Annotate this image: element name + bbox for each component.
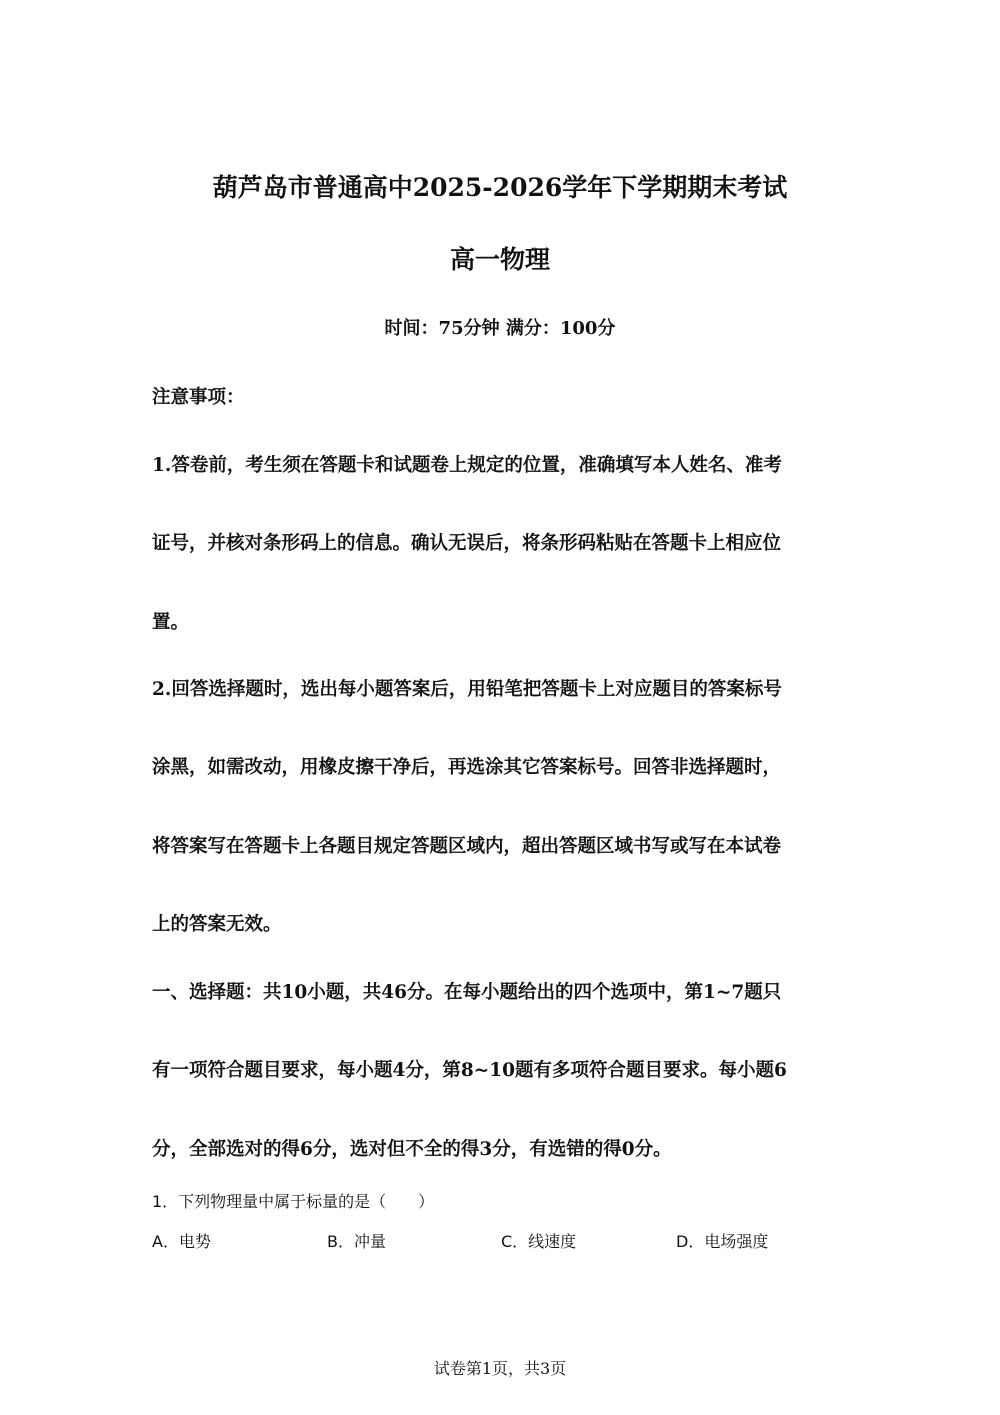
notes-heading: 注意事项： bbox=[152, 387, 245, 408]
page-footer: 试卷第1页，共3页 bbox=[433, 1359, 567, 1378]
notes-line: 2.回答选择题时，选出每小题答案后，用铅笔把答题卡上对应题目的答案标号 bbox=[152, 679, 782, 700]
exam-title: 葫芦岛市普通高中2025-2026学年下学期期末考试 bbox=[212, 173, 788, 202]
notes-line: 将答案写在答题卡上各题目规定答题区域内，超出答题区域书写或写在本试卷 bbox=[152, 836, 782, 857]
option-c: C．线速度 bbox=[501, 1232, 577, 1251]
notes-line: 上的答案无效。 bbox=[152, 914, 282, 935]
option-d: D．电场强度 bbox=[676, 1232, 769, 1251]
question-stem: 1．下列物理量中属于标量的是（ ） bbox=[152, 1192, 435, 1211]
option-b: B．冲量 bbox=[327, 1232, 386, 1251]
exam-meta: 时间：75分钟 满分：100分 bbox=[384, 318, 616, 339]
notes-line: 涂黑，如需改动，用橡皮擦干净后，再选涂其它答案标号。回答非选择题时， bbox=[152, 757, 782, 778]
notes-line: 置。 bbox=[152, 612, 190, 633]
notes-line: 证号，并核对条形码上的信息。确认无误后，将条形码粘贴在答题卡上相应位 bbox=[152, 533, 782, 554]
section-instructions-line: 分，全部选对的得6分，选对但不全的得3分，有选错的得0分。 bbox=[152, 1139, 672, 1160]
notes-line: 1.答卷前，考生须在答题卡和试题卷上规定的位置，准确填写本人姓名、准考 bbox=[152, 455, 782, 476]
exam-subtitle: 高一物理 bbox=[449, 245, 550, 274]
section-instructions-line: 有一项符合题目要求，每小题4分，第8~10题有多项符合题目要求。每小题6 bbox=[152, 1060, 787, 1081]
option-a: A．电势 bbox=[152, 1232, 211, 1251]
section-instructions-line: 一、选择题：共10小题，共46分。在每小题给出的四个选项中，第1~7题只 bbox=[152, 982, 782, 1003]
